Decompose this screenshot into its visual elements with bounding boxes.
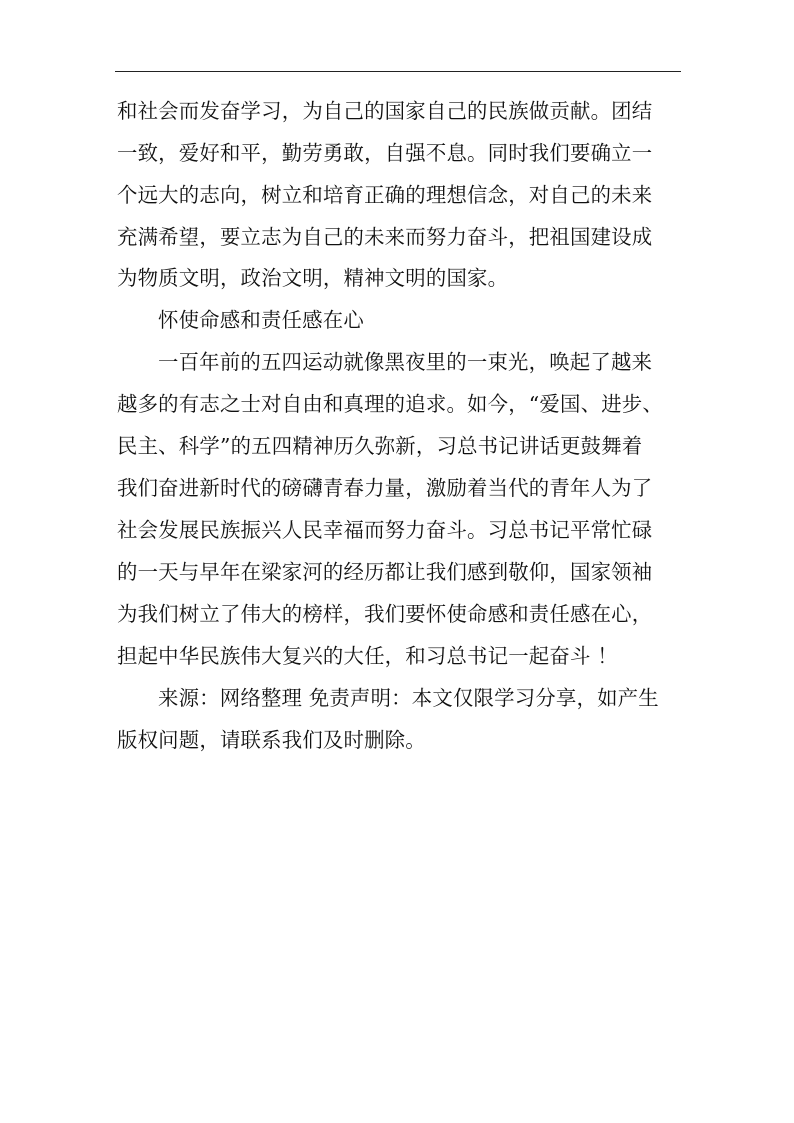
paragraph-line: 社会发展民族振兴人民幸福而努力奋斗。习总书记平常忙碌 bbox=[117, 518, 653, 542]
section-heading: 怀使命感和责任感在心 bbox=[158, 308, 364, 332]
header-rule bbox=[115, 71, 681, 72]
paragraph-line: 我们奋进新时代的磅礴青春力量，激励着当代的青年人为了 bbox=[117, 476, 653, 500]
paragraph-line: 一致，爱好和平，勤劳勇敢，自强不息。同时我们要确立一 bbox=[117, 141, 653, 165]
paragraph-line: 和社会而发奋学习，为自己的国家自己的民族做贡献。团结 bbox=[117, 99, 653, 123]
paragraph-line: 个远大的志向，树立和培育正确的理想信念，对自己的未来 bbox=[117, 183, 653, 207]
paragraph-line: 为我们树立了伟大的榜样，我们要怀使命感和责任感在心， bbox=[117, 602, 653, 626]
paragraph-line: 充满希望，要立志为自己的未来而努力奋斗，把祖国建设成 bbox=[117, 225, 653, 249]
source-note-line: 来源：网络整理 免责声明：本文仅限学习分享，如产生 bbox=[158, 686, 659, 710]
source-note-line: 版权问题，请联系我们及时删除。 bbox=[117, 728, 426, 752]
paragraph-line: 为物质文明，政治文明，精神文明的国家。 bbox=[117, 266, 509, 290]
paragraph-line: 的一天与早年在梁家河的经历都让我们感到敬仰，国家领袖 bbox=[117, 560, 653, 584]
paragraph-line: 越多的有志之士对自由和真理的追求。如今，“爱国、进步、 bbox=[117, 392, 663, 416]
paragraph-line: 民主、科学”的五四精神历久弥新，习总书记讲话更鼓舞着 bbox=[117, 434, 643, 458]
paragraph-line: 担起中华民族伟大复兴的大任，和习总书记一起奋斗 ！ bbox=[117, 644, 618, 668]
paragraph-line: 一百年前的五四运动就像黑夜里的一束光，唤起了越来 bbox=[158, 350, 653, 374]
